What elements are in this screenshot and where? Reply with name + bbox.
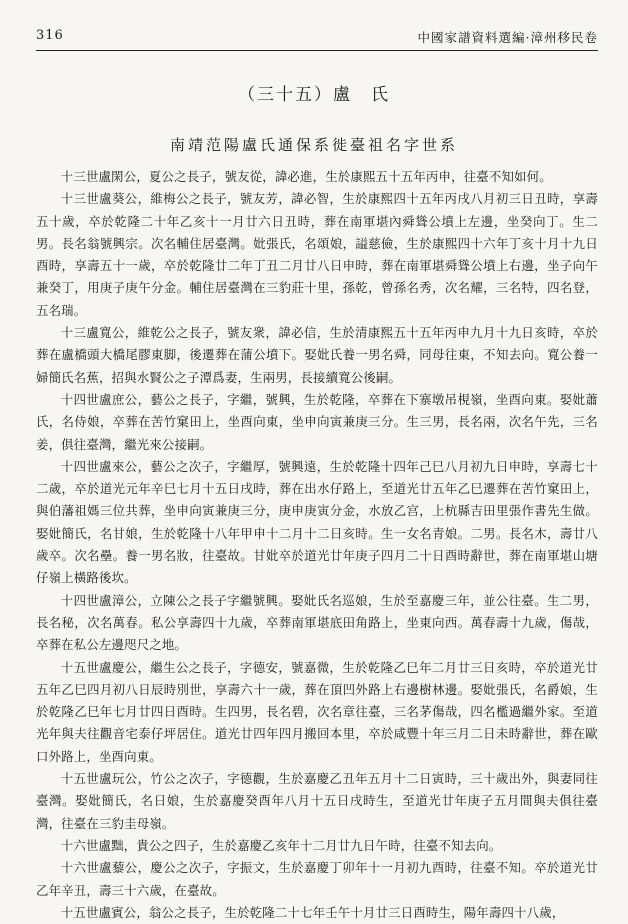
paragraph: 十四世盧來公，藝公之次子，字繼厚，號興遠，生於乾隆十四年己巳八月初九日申時，享壽七十二歲，卒於道光元年辛巳七月十五日戌時，葬在出水仔路上，至道光廿五年乙巳遷葬在苦竹窠田上，與伯藩祖媽三位共葬，坐申向寅兼庚三分，庚申庚寅分金，水放乙宫，上杭縣吉田里張作書先生做。娶妣簡氏，名甘娘，生於乾隆十八年甲申十二月十二日亥時。生一女名青娘。二男。長名木，壽廿八歲卒。次名壘。養一男名妝，往臺故。甘妣卒於道光廿年庚子四月二十日酉時辭世，葬在南軍堪山塘仔嶺上橫路後坎。 <box>36 458 598 586</box>
header-rule <box>36 50 598 51</box>
paragraph: 十五世盧玩公，竹公之次子，字德觀，生於嘉慶乙丑年五月十二日寅時，三十歲出外，與妻同往臺灣。娶妣簡氏，名日娘，生於嘉慶癸酉年八月十五日戌時生，至道光廿年庚子五月間與夫俱往臺灣，往臺在三豹圭母嶺。 <box>36 771 598 831</box>
page-number: 316 <box>36 28 64 43</box>
genealogy-body <box>36 166 598 924</box>
paragraph: 十三盧寬公，維乾公之長子，號友衆，諱必信，生於清康熙五十五年丙申九月十九日亥時，卒於葬在盧橋頭大橋尾膠東脚，後遷葬在蒲公墳下。娶妣氏養一男名舜，同母往東，不知去向。寬公養一婦簡氏名蕉，招與水賢公之子潭爲妻，生兩男，長接續寬公後嗣。 <box>36 325 598 385</box>
paragraph: 十四世盧庶公，藝公之長子，字繼，號興，生於乾隆，卒葬在下寨墩吊梘嶺，坐酉向東。娶妣蕭氏，名侍娘，卒葬在苦竹窠田上，坐酉向東，坐申向寅兼庚三分。生三男，長名兩，次名午先，三名姜，俱往臺灣，繼光來公接嗣。 <box>36 391 598 452</box>
running-title: 中國家譜資料選編·漳州移民卷 <box>417 30 598 45</box>
paragraph: 十六世盧黜，貴公之四子，生於嘉慶乙亥年十二月廿九日午時，往臺不知去向。 <box>60 837 502 853</box>
page-header <box>36 28 598 50</box>
paragraph: 十三世盧閑公，夏公之長子，號友從，諱必進，生於康熙五十五年丙申，往臺不知如何。 <box>60 169 552 184</box>
paragraph: 十六世盧藜公，慶公之次子，字振文，生於嘉慶丁卯年十一月初九酉時，往臺不知。卒於道光廿乙年辛丑，壽三十六歲，在臺故。 <box>36 860 598 898</box>
paragraph: 十五世盧慶公，繼生公之長子，字德安，號嘉微，生於乾隆乙巳年二月廿三日亥時，卒於道光廿五年乙巳四月初八日辰時別世，享壽六十一歲，葬在頂凹外路上右邊樹林邊。娶妣張氏，名爵娘，生於乾隆乙巳年七月廿四日酉時。生四男，長名碧，次名章往臺，三名茅傷哉，四名檻過繼外家。至道光年與夫往觀音宅泰仔坪居住。道光廿四年四月搬回本里，卒於咸豐十年三月二日未時辭世，葬在歐口外路上，坐酉向東。 <box>36 659 598 764</box>
paragraph: 十三世盧葵公，維梅公之長子，號友芳，諱必智，生於康熙四十五年丙戌八月初三日丑時，享壽五十歲，卒於乾隆二十年乙亥十一月廿六日丑時，葬在南軍堪內舜聳公墳上左邊，坐癸向丁。生二男。長名翁號興宗。次名輔住居臺灣。妣張氏，名頌娘，謚慈儉，生於康熙四十六年丁亥十月十九日酉時，享壽五十一歲，卒於乾隆廿二年丁丑二月廿八日申時，葬在南軍堪舜聳公墳上右邊，坐子向午兼癸丁，用庚子庚午分金。輔住居臺灣在三豹莊十里，孫乾，曾孫名秀，次名耀，三名特，四名登，五名瑞。 <box>36 191 598 318</box>
paragraph: 十四世盧漳公，立陳公之長子字繼號興。娶妣氏名巡娘，生於至嘉慶三年，並公往臺。生二男，長名秘，次名萬春。私公享壽四十九歲，卒葬南軍堪底田角路上，坐東向西。萬春壽十九歲，傷哉，卒葬在私公左邊咫尺之地。 <box>36 592 598 653</box>
section-title: （三十五）盧 氏 <box>238 85 390 105</box>
paragraph: 十五世盧賓公，翁公之長子，生於乾隆二十七年壬午十月廿三日酉時生，陽年壽四十八歲， <box>60 904 565 920</box>
section-subtitle: 南靖范陽盧氏通保系徙臺祖名字世系 <box>169 136 458 154</box>
